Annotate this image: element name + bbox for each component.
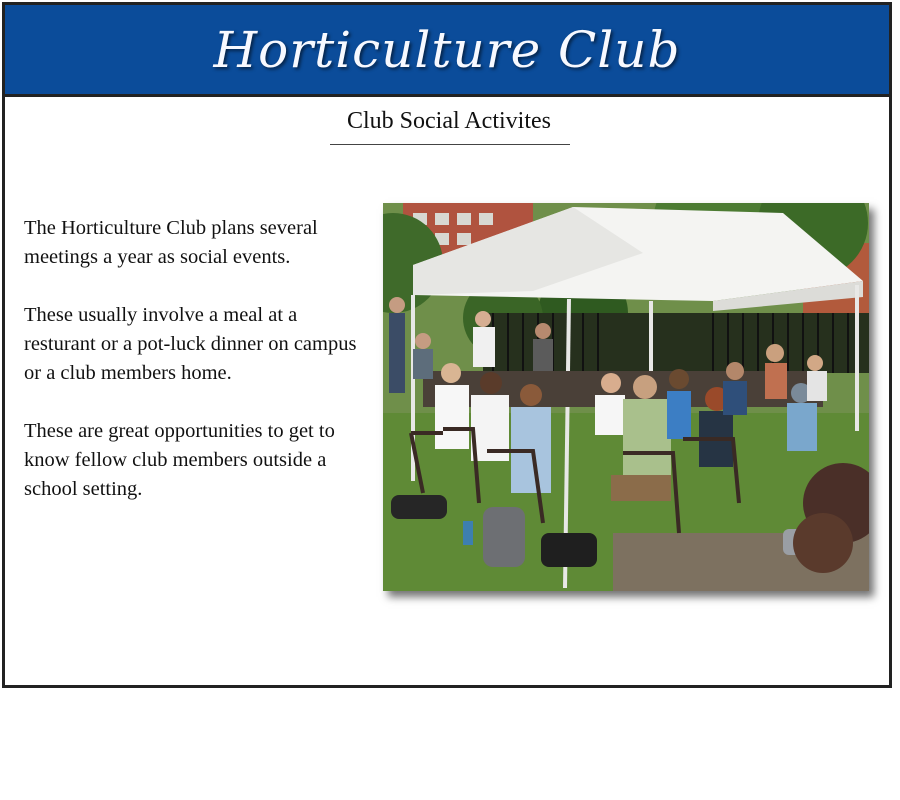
subtitle-underline: [330, 144, 570, 145]
paragraph-opportunities: These are great opportunities to get to know fellow club members outside a school setting.: [24, 420, 335, 500]
header-banner: [5, 5, 889, 97]
picnic-scene-illustration: [383, 203, 869, 591]
club-picnic-photo: [383, 203, 869, 591]
page-subtitle: Club Social Activites: [347, 108, 551, 134]
paragraph-social-events: The Horticulture Club plans several meetings a year as social events.: [24, 217, 318, 268]
club-title: Horticulture Club: [213, 20, 681, 79]
paragraph-meals: These usually involve a meal at a resturant or a pot-luck dinner on campus or a club members home.: [24, 304, 357, 384]
description-text: [24, 214, 374, 533]
